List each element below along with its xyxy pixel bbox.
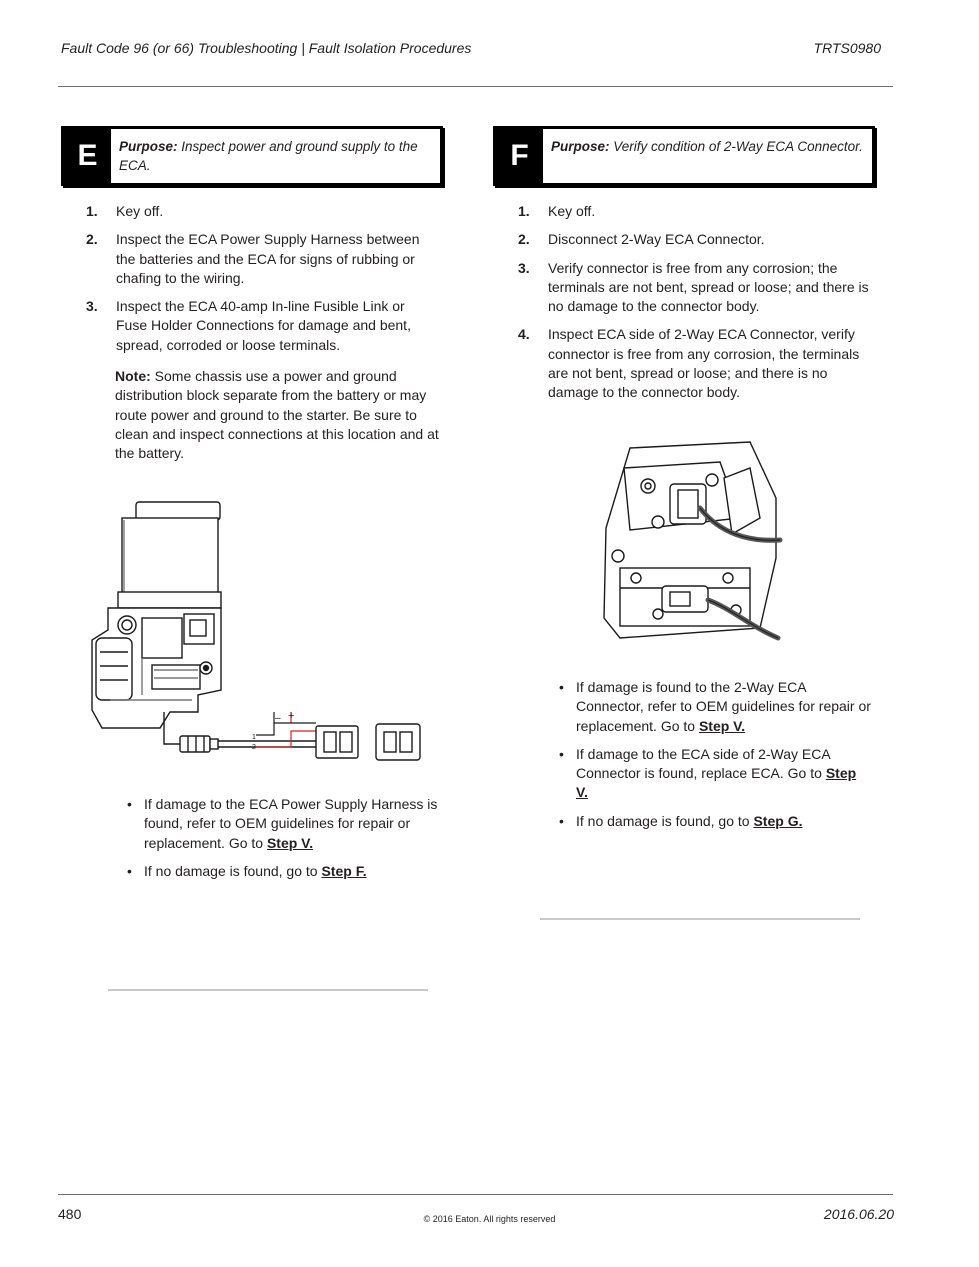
list-item	[518, 202, 870, 221]
go-to-step-v-link[interactable]: Step V.	[266, 834, 314, 851]
step-f-purpose-text: Verify condition of 2-Way ECA Connector.	[613, 139, 863, 154]
step-f-purpose-label: Purpose:	[551, 139, 610, 154]
copyright-notice: © 2016 Eaton. All rights reserved	[423, 1214, 556, 1224]
list-item	[559, 812, 871, 831]
step-e-letter: E	[64, 129, 111, 183]
step-f-instructions	[518, 202, 870, 412]
list-item	[86, 297, 438, 355]
step-number: 1.	[86, 203, 98, 219]
go-to-step-v-link[interactable]: Step V.	[576, 765, 857, 801]
step-f-letter: F	[496, 129, 543, 183]
list-item	[518, 259, 870, 317]
step-text: Inspect the ECA Power Supply Harness between the batteries and the ECA for signs of rubbing or chafing to the wiring.	[116, 231, 420, 286]
step-e-note	[115, 367, 440, 463]
step-e-purpose-text: Inspect power and ground supply to the ECA.	[119, 139, 418, 173]
step-e-purpose-box	[61, 126, 443, 186]
list-item	[86, 202, 438, 221]
list-item	[86, 230, 438, 288]
outcome-text: If damage to the ECA Power Supply Harness is found, refer to OEM guidelines for repair or replacement. Go to	[144, 796, 438, 851]
step-text: Inspect ECA side of 2-Way ECA Connector, verify connector is free from any corrosion, the terminals are not bent, spread or loose; and there is no damage to the connector body.	[548, 326, 860, 401]
step-text: Verify connector is free from any corrosion; the terminals are not bent, spread or loose; and there is no damage to the connector body.	[548, 259, 869, 315]
diagram-minus-label: –	[275, 713, 281, 724]
diagram-pin1-label: 1	[252, 734, 256, 741]
list-item	[518, 230, 870, 249]
list-item	[127, 795, 439, 853]
step-text: Key off.	[116, 203, 164, 219]
list-item	[559, 678, 871, 736]
step-e-end-divider	[108, 989, 428, 991]
footer-divider	[58, 1194, 893, 1195]
page-number: 480	[58, 1206, 82, 1222]
note-label: Note:	[115, 368, 151, 384]
step-e-purpose	[119, 137, 434, 175]
step-text: Inspect the ECA 40-amp In-line Fusible Link or Fuse Holder Connections for damage and bent, spread, corroded or loose terminals.	[116, 298, 411, 353]
step-f-purpose	[551, 137, 866, 156]
step-number: 2.	[86, 231, 98, 248]
eca-power-harness-illustration	[80, 490, 430, 770]
step-number: 3.	[518, 259, 530, 276]
step-f-outcomes	[559, 678, 871, 840]
note-text: Some chassis use a power and ground distribution block separate from the battery or may route power and ground to the starter. Be sure to clean and inspect connections at this location and at the battery.	[115, 368, 439, 462]
header-divider	[58, 86, 893, 87]
step-f-purpose-box	[493, 126, 875, 186]
list-item	[518, 325, 870, 402]
list-item	[559, 745, 871, 803]
step-f-end-divider	[540, 918, 860, 920]
step-text: Key off.	[548, 203, 596, 219]
outcome-text: If damage is found to the 2-Way ECA Connector, refer to OEM guidelines for repair or replacement. Go to	[576, 679, 871, 734]
outcome-text: If no damage is found, go to	[144, 862, 322, 879]
go-to-step-v-link[interactable]: Step V.	[698, 717, 746, 734]
running-header-title: Fault Code 96 (or 66) Troubleshooting | Fault Isolation Procedures	[61, 40, 472, 56]
step-number: 1.	[518, 203, 530, 219]
step-text: Disconnect 2-Way ECA Connector.	[548, 231, 765, 248]
outcome-text: If damage to the ECA side of 2-Way ECA Connector is found, replace ECA. Go to	[576, 745, 830, 782]
step-e-purpose-label: Purpose:	[119, 139, 178, 154]
outcome-text: If no damage is found, go to	[576, 812, 754, 829]
document-id: TRTS0980	[813, 40, 881, 56]
two-way-eca-connector-illustration	[600, 438, 785, 646]
go-to-step-g-link[interactable]: Step G.	[753, 812, 803, 829]
step-e-instructions	[86, 202, 438, 364]
go-to-step-f-link[interactable]: Step F.	[321, 862, 367, 879]
revision-date: 2016.06.20	[823, 1206, 894, 1222]
list-item	[127, 862, 439, 881]
step-number: 2.	[518, 231, 530, 248]
step-number: 4.	[518, 326, 530, 343]
step-e-outcomes	[127, 795, 439, 890]
diagram-pin2-label: 2	[252, 744, 256, 751]
step-number: 3.	[86, 298, 98, 315]
diagram-plus-label: +	[288, 710, 295, 722]
